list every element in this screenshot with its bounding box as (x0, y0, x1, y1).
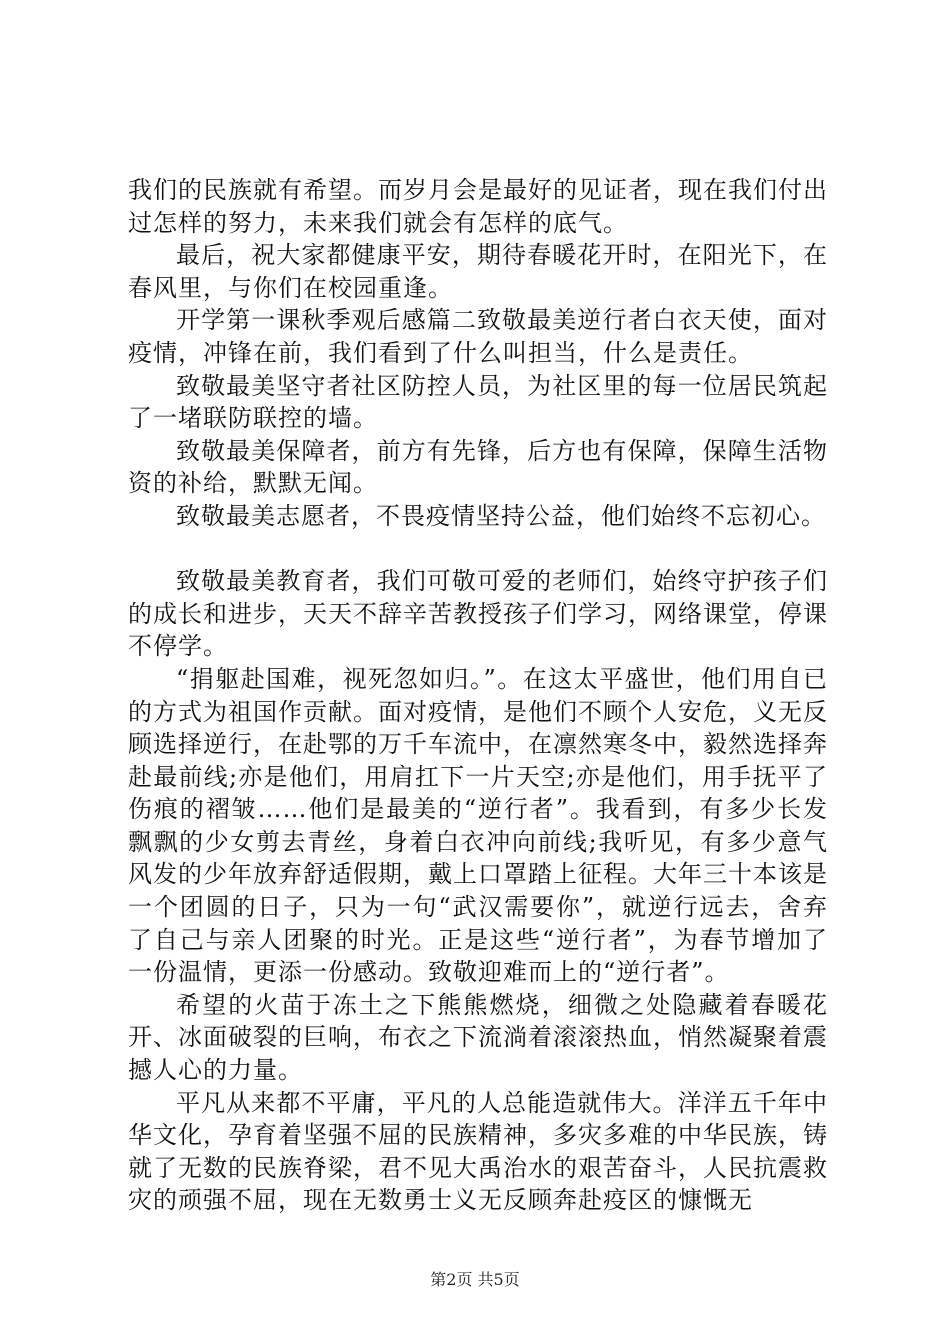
paragraph-retrograders: “捐躯赴国难，视死忽如归。”。在这太平盛世，他们用自已的方式为祖国作贡献。面对疫情，是他们不顾个人安危，义无反顾选择逆行，在赴鄂的万千车流中，在凛然寒冬中，毅然选择奔赴最前线;亦是他们，用肩扛下一片天空;亦是他们，用手抚平了伤痕的褶皱……他们是最美的“逆行者”。我看到，有多少长发飘飘的少女剪去青丝，身着白衣冲向前线;我听见，有多少意气风发的少年放弃舒适假期，戴上口罩踏上征程。大年三十本该是一个团圆的日子，只为一句“武汉需要你”，就逆行远去，舍弃了自己与亲人团聚的时光。正是这些“逆行者”，为春节增加了一份温情，更添一份感动。致敬迎难而上的“逆行者”。 (128, 664, 828, 987)
paragraph-guardians: 致敬最美坚守者社区防控人员，为社区里的每一位居民筑起了一堵联防联控的墙。 (128, 371, 828, 433)
paragraph-educators: 致敬最美教育者，我们可敬可爱的老师们，始终守护孩子们的成长和进步，天天不辞辛苦教授孩子们学习，网络课堂，停课不停学。 (128, 567, 828, 661)
page-number-footer: 第2页 共5页 (430, 1270, 520, 1289)
paragraph-volunteers: 致敬最美志愿者，不畏疫情坚持公益，他们始终不忘初心。 (176, 501, 826, 530)
paragraph-essay-two-intro: 开学第一课秋季观后感篇二致敬最美逆行者白衣天使，面对疫情，冲锋在前，我们看到了什么叫担当，什么是责任。 (128, 306, 828, 367)
paragraph-supporters: 致敬最美保障者，前方有先锋，后方也有保障，保障生活物资的补给，默默无闻。 (128, 436, 828, 498)
paragraph-continuation: 我们的民族就有希望。而岁月会是最好的见证者，现在我们付出过怎样的努力，未来我们就会有怎样的底气。 (128, 176, 828, 237)
document-body (128, 174, 828, 1217)
paragraph-closing-wishes: 最后，祝大家都健康平安，期待春暖花开时，在阳光下，在春风里，与你们在校园重逢。 (128, 241, 828, 302)
paragraph-ordinary-greatness: 平凡从来都不平庸，平凡的人总能造就伟大。洋洋五千年中华文化，孕育着坚强不屈的民族精神，多灾多难的中华民族，铸就了无数的民族脊梁，君不见大禹治水的艰苦奋斗，人民抗震救灾的顽强不屈，现在无数勇士义无反顾奔赴疫区的慷慨无 (128, 1088, 828, 1215)
paragraph-hope: 希望的火苗于冻土之下熊熊燃烧，细微之处隐藏着春暖花开、冰面破裂的巨响，布衣之下流淌着滚滚热血，悄然凝聚着震撼人心的力量。 (128, 990, 828, 1085)
